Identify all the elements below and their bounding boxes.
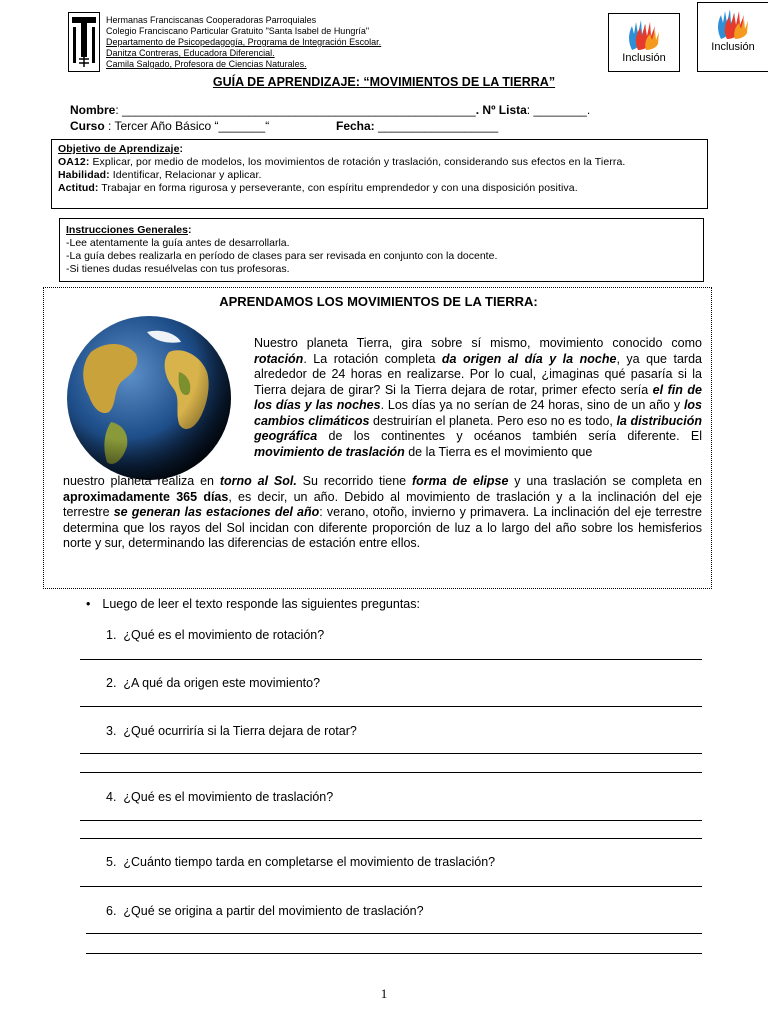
question-item: 2. ¿A qué da origen este movimiento?: [106, 676, 321, 690]
objective-heading: Objetivo de Aprendizaje: [58, 143, 180, 155]
curso-value[interactable]: : Tercer Año Básico “_______“: [108, 119, 270, 133]
reading-box: [43, 287, 712, 589]
reading-paragraph-2: nuestro planeta realiza en torno al Sol. Su recorrido tiene forma de elipse y una traslación se completa en aproximadamente 365 días, es decir, un año. Debido al movimiento de traslación y a la inclinación del eje terrestre se generan las estaciones del año: verano, otoño, invierno y primavera. La inclinación del eje terrestre determina que los rayos del Sol incidan con diferente proporción de luz a lo largo del año sobre los hemisferios norte y sur, determinando las diferencias de estación entre ellos.: [63, 474, 702, 550]
answer-line[interactable]: [80, 886, 702, 887]
curso-field[interactable]: [70, 119, 269, 133]
questions-intro: • Luego de leer el texto responde las siguientes preguntas:: [86, 597, 420, 611]
oa-label: OA12:: [58, 156, 90, 168]
reading-title: APRENDAMOS LOS MOVIMIENTOS DE LA TIERRA:: [219, 294, 538, 309]
instruction-item: -Si tienes dudas resuélvelas con tus profesoras.: [66, 263, 290, 275]
inclusion-badge: [608, 13, 680, 72]
fecha-field[interactable]: [336, 119, 498, 133]
question-item: 3. ¿Qué ocurriría si la Tierra dejara de rotar?: [106, 724, 357, 738]
answer-line[interactable]: [80, 820, 702, 821]
answer-line[interactable]: [80, 772, 702, 773]
inclusion-label: Inclusión: [711, 41, 755, 53]
institution-line: Danitza Contreras, Educadora Diferencial.: [106, 48, 275, 58]
page-number: 1: [380, 986, 388, 1001]
answer-line[interactable]: [86, 953, 702, 954]
nombre-blank[interactable]: : _____________________________________________________: [115, 103, 476, 117]
hands-icon: [624, 16, 664, 52]
reading-paragraph-1: Nuestro planeta Tierra, gira sobre sí mismo, movimiento conocido como rotación. La rotación completa da origen al día y la noche, ya que tarda alrededor de 24 horas en realizarse. Por lo cual, ¿imaginas qué pasaría si la Tierra dejara de girar? Si la Tierra dejara de rotar, primer efecto sería el fin de los días y las noches. Los días ya no serían de 24 horas, sino de un año y los cambios climáticos destruirían el planeta. Pero eso no es todo, la distribución geográfica de los continentes y océanos también sería diferente. El movimiento de traslación de la Tierra es el movimiento que: [254, 336, 702, 459]
actitud-text: Trabajar en forma rigurosa y perseverante, con espíritu emprendedor y con una disposición positiva.: [98, 182, 578, 194]
hands-icon: [713, 5, 753, 41]
institution-line: Hermanas Franciscanas Cooperadoras Parroquiales: [106, 15, 317, 25]
school-logo: [68, 12, 100, 72]
question-item: 6. ¿Qué se origina a partir del movimiento de traslación?: [106, 904, 424, 918]
bullet: •: [86, 597, 91, 611]
institution-line: Camila Salgado, Profesora de Ciencias Naturales.: [106, 59, 307, 69]
question-item: 1. ¿Qué es el movimiento de rotación?: [106, 628, 325, 642]
lista-label: . Nº Lista: [475, 103, 527, 117]
question-item: 5. ¿Cuánto tiempo tarda en completarse el movimiento de traslación?: [106, 855, 496, 869]
fecha-blank[interactable]: __________________: [378, 119, 499, 133]
habilidad-text: Identificar, Relacionar y aplicar.: [109, 169, 262, 181]
answer-line[interactable]: [80, 706, 702, 707]
actitud-label: Actitud:: [58, 182, 99, 194]
lista-blank[interactable]: : ________.: [526, 103, 591, 117]
nombre-field[interactable]: [70, 103, 590, 117]
answer-line[interactable]: [80, 659, 702, 660]
question-item: 4. ¿Qué es el movimiento de traslación?: [106, 790, 334, 804]
inclusion-badge: [697, 2, 768, 72]
nombre-label: Nombre: [70, 103, 116, 117]
page-title: GUÍA DE APRENDIZAJE: “MOVIMIENTOS DE LA TIERRA”: [212, 75, 556, 89]
institution-line: Colegio Franciscano Particular Gratuito "Santa Isabel de Hungría": [106, 26, 370, 36]
oa-text: Explicar, por medio de modelos, los movimientos de rotación y traslación, considerando sus efectos en la Tierra.: [89, 156, 626, 168]
answer-line[interactable]: [80, 838, 702, 839]
institution-line: Departamento de Psicopedagogía, Programa de Integración Escolar.: [106, 37, 382, 47]
inclusion-label: Inclusión: [622, 52, 666, 64]
earth-globe-image: [51, 312, 247, 482]
fecha-label: Fecha:: [336, 119, 375, 133]
instructions-box: Instrucciones Generales: -Lee atentamente la guía antes de desarrollarla. -La guía debes realizarla en período de clases para ser revisada en conjunto con la docente. -Si tienes dudas resuélvelas con tus profesoras.: [59, 218, 704, 282]
instructions-heading: Instrucciones Generales: [66, 224, 188, 236]
answer-line[interactable]: [86, 933, 702, 934]
instruction-item: -Lee atentamente la guía antes de desarrollarla.: [66, 237, 290, 249]
habilidad-label: Habilidad:: [58, 169, 110, 181]
answer-line[interactable]: [80, 753, 702, 754]
institution-info: [106, 15, 381, 70]
curso-label: Curso: [70, 119, 105, 133]
instruction-item: -La guía debes realizarla en período de clases para ser revisada en conjunto con la docente.: [66, 250, 498, 262]
objective-box: Objetivo de Aprendizaje: OA12: Explicar, por medio de modelos, los movimientos de rotación y traslación, considerando sus efectos en la Tierra. Habilidad: Identificar, Relacionar y aplicar. Actitud: Trabajar en forma rigurosa y perseverante, con espíritu emprendedor y con una disposición positiva.: [51, 139, 708, 209]
